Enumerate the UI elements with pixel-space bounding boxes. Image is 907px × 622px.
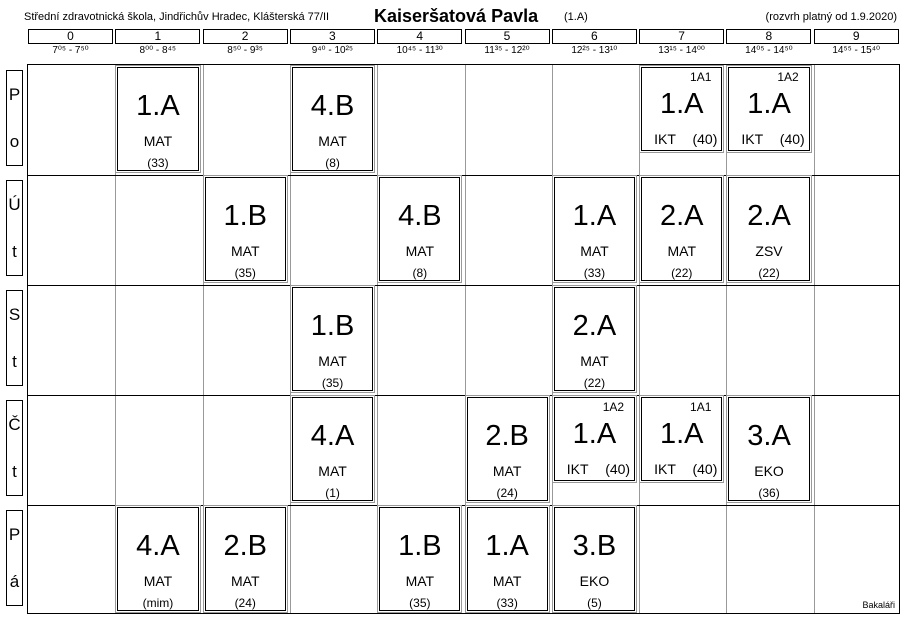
- period-number: 4: [377, 29, 462, 44]
- lesson-subject: ZSV: [755, 243, 783, 259]
- day-letter: Ú: [8, 194, 21, 214]
- period-0-header: [27, 29, 114, 57]
- grid-column-line: [377, 65, 378, 613]
- lesson-card[interactable]: [554, 177, 635, 281]
- lesson-class: 4.B: [310, 90, 355, 122]
- lesson-card[interactable]: [205, 177, 286, 281]
- grid-column-line: [726, 65, 727, 613]
- grid-row-line: [28, 505, 899, 506]
- lesson-room: (40): [605, 461, 631, 477]
- lesson-card[interactable]: [379, 507, 460, 611]
- lesson-room: (33): [147, 156, 169, 170]
- period-number: 8: [726, 29, 811, 44]
- period-9-header: [813, 29, 900, 57]
- lesson-class: 2.A: [572, 310, 617, 342]
- grid-column-line: [552, 65, 553, 613]
- period-number: 1: [115, 29, 200, 44]
- lesson-card[interactable]: [641, 177, 722, 281]
- grid-column-line: [814, 65, 815, 613]
- lesson-subject: IKT: [654, 461, 676, 477]
- lesson-room: (35): [234, 266, 256, 280]
- lesson-card[interactable]: [728, 67, 809, 151]
- lesson-subject: EKO: [754, 463, 784, 479]
- period-time: 14⁵⁵ - 15⁴⁰: [832, 45, 881, 56]
- lesson-subject: MAT: [230, 573, 260, 589]
- lesson-class: 3.A: [747, 420, 791, 452]
- day-label: [6, 400, 23, 496]
- bakalari-brand: Bakaláři: [862, 600, 895, 610]
- period-time: 8⁰⁰ - 8⁴⁵: [139, 45, 177, 56]
- lesson-card[interactable]: [292, 397, 373, 501]
- lesson-card[interactable]: [554, 287, 635, 391]
- lesson-subject: MAT: [143, 573, 173, 589]
- lesson-card[interactable]: [728, 397, 809, 501]
- period-5-header: [464, 29, 551, 57]
- lesson-card[interactable]: [292, 287, 373, 391]
- period-number: 2: [203, 29, 288, 44]
- lesson-class: 2.A: [747, 200, 791, 232]
- lesson-class: 1.B: [398, 530, 442, 562]
- lesson-class: 1.B: [223, 200, 267, 232]
- lesson-room: (33): [583, 266, 606, 280]
- period-time: 13¹⁵ - 14⁰⁰: [658, 45, 705, 56]
- lesson-group: 1A1: [690, 400, 712, 414]
- period-4-header: [376, 29, 463, 57]
- lesson-room: (35): [321, 376, 344, 390]
- period-number: 6: [552, 29, 637, 44]
- day-label: [6, 510, 23, 606]
- validity-note: (rozvrh platný od 1.9.2020): [765, 11, 897, 23]
- lesson-class: 1.B: [310, 310, 355, 342]
- lesson-group: 1A2: [602, 400, 625, 414]
- lesson-class: 1.A: [572, 200, 617, 232]
- lesson-card[interactable]: [117, 507, 198, 611]
- lesson-room: (40): [779, 131, 805, 147]
- lesson-room: (40): [692, 131, 718, 147]
- lesson-subject: MAT: [143, 133, 173, 149]
- period-number: 0: [28, 29, 113, 44]
- day-letter: t: [12, 241, 17, 261]
- lesson-room: (22): [583, 376, 606, 390]
- period-time: 10⁴⁵ - 11³⁰: [396, 45, 443, 56]
- lesson-class: 1.A: [136, 90, 180, 122]
- day-label: [6, 70, 23, 166]
- period-time: 14⁰⁵ - 14⁵⁰: [745, 45, 793, 56]
- lesson-subject: MAT: [580, 243, 609, 259]
- day-letter: t: [12, 461, 17, 481]
- lesson-subject: EKO: [579, 573, 610, 589]
- lesson-room: (8): [325, 156, 340, 170]
- period-number: 5: [465, 29, 550, 44]
- lesson-room: (24): [496, 486, 518, 500]
- period-8-header: [725, 29, 812, 57]
- period-2-header: [202, 29, 289, 57]
- period-time: 11³⁵ - 12²⁰: [484, 45, 530, 56]
- lesson-class: 1.A: [572, 418, 617, 450]
- grid-column-line: [115, 65, 116, 613]
- school-name: Střední zdravotnická škola, Jindřichův Hradec, Klášterská 77/II: [24, 11, 330, 23]
- lesson-room: (22): [671, 266, 693, 280]
- period-3-header: [289, 29, 376, 57]
- lesson-room: (40): [692, 461, 718, 477]
- lesson-card[interactable]: [467, 507, 548, 611]
- day-letter: S: [8, 304, 21, 324]
- lesson-class: 1.A: [659, 88, 704, 120]
- lesson-class: 4.A: [136, 530, 180, 562]
- day-label: [6, 180, 23, 276]
- period-number: 3: [290, 29, 375, 44]
- lesson-subject: MAT: [230, 243, 260, 259]
- lesson-subject: MAT: [667, 243, 696, 259]
- lesson-class: 2.B: [223, 530, 267, 562]
- lesson-subject: MAT: [492, 573, 522, 589]
- grid-row-line: [28, 285, 899, 286]
- day-letter: P: [8, 84, 21, 104]
- lesson-subject: MAT: [492, 463, 522, 479]
- grid-column-line: [639, 65, 640, 613]
- lesson-card[interactable]: [641, 67, 722, 151]
- lesson-group: 1A2: [777, 70, 799, 84]
- grid-column-line: [290, 65, 291, 613]
- lesson-card[interactable]: [117, 67, 198, 171]
- lesson-class: 4.B: [398, 200, 442, 232]
- lesson-card[interactable]: [728, 177, 809, 281]
- lesson-class: 2.A: [659, 200, 704, 232]
- period-1-header: [114, 29, 201, 57]
- lesson-room: (mim): [142, 596, 174, 610]
- lesson-room: (36): [758, 486, 780, 500]
- period-time: 8⁵⁰ - 9³⁵: [227, 45, 263, 56]
- lesson-class: 1.A: [747, 88, 791, 120]
- grid-column-line: [465, 65, 466, 613]
- lesson-card[interactable]: [554, 397, 635, 481]
- teacher-name: Kaiseršatová Pavla: [374, 6, 539, 26]
- period-6-header: [551, 29, 638, 57]
- lesson-subject: MAT: [318, 133, 347, 149]
- lesson-room: (5): [587, 596, 602, 610]
- lesson-subject: IKT: [566, 461, 589, 477]
- lesson-room: (24): [234, 596, 256, 610]
- lesson-card[interactable]: [641, 397, 722, 481]
- lesson-card[interactable]: [205, 507, 286, 611]
- lesson-room: (22): [758, 266, 780, 280]
- lesson-subject: MAT: [405, 573, 435, 589]
- period-number: 7: [639, 29, 724, 44]
- period-number: 9: [814, 29, 899, 44]
- lesson-subject: MAT: [318, 463, 347, 479]
- lesson-group: 1A1: [690, 70, 712, 84]
- lesson-subject: MAT: [580, 353, 609, 369]
- day-letter: Č: [8, 414, 21, 434]
- grid-column-line: [203, 65, 204, 613]
- lesson-card[interactable]: [379, 177, 460, 281]
- home-class: (1.A): [564, 11, 588, 23]
- day-label: [6, 290, 23, 386]
- lesson-subject: MAT: [318, 353, 347, 369]
- lesson-subject: IKT: [654, 131, 676, 147]
- lesson-subject: IKT: [741, 131, 764, 147]
- period-time: 12²⁵ - 13¹⁰: [571, 45, 618, 56]
- lesson-room: (1): [325, 486, 340, 500]
- grid-row-line: [28, 395, 899, 396]
- day-letter: P: [8, 524, 21, 544]
- lesson-subject: MAT: [405, 243, 435, 259]
- lesson-room: (35): [409, 596, 431, 610]
- lesson-class: 4.A: [310, 420, 355, 452]
- day-letter: t: [12, 351, 17, 371]
- lesson-card[interactable]: [554, 507, 635, 611]
- lesson-card[interactable]: [467, 397, 548, 501]
- lesson-room: (8): [412, 266, 428, 280]
- lesson-class: 2.B: [485, 420, 529, 452]
- day-letter: á: [9, 571, 20, 591]
- lesson-room: (33): [496, 596, 518, 610]
- lesson-class: 1.A: [659, 418, 704, 450]
- period-7-header: [638, 29, 725, 57]
- day-letter: o: [9, 131, 20, 151]
- lesson-class: 1.A: [485, 530, 529, 562]
- period-time: 9⁴⁰ - 10²⁵: [311, 45, 354, 56]
- period-time: 7⁰⁵ - 7⁵⁰: [52, 45, 89, 56]
- lesson-class: 3.B: [572, 530, 617, 562]
- lesson-card[interactable]: [292, 67, 373, 171]
- grid-row-line: [28, 175, 899, 176]
